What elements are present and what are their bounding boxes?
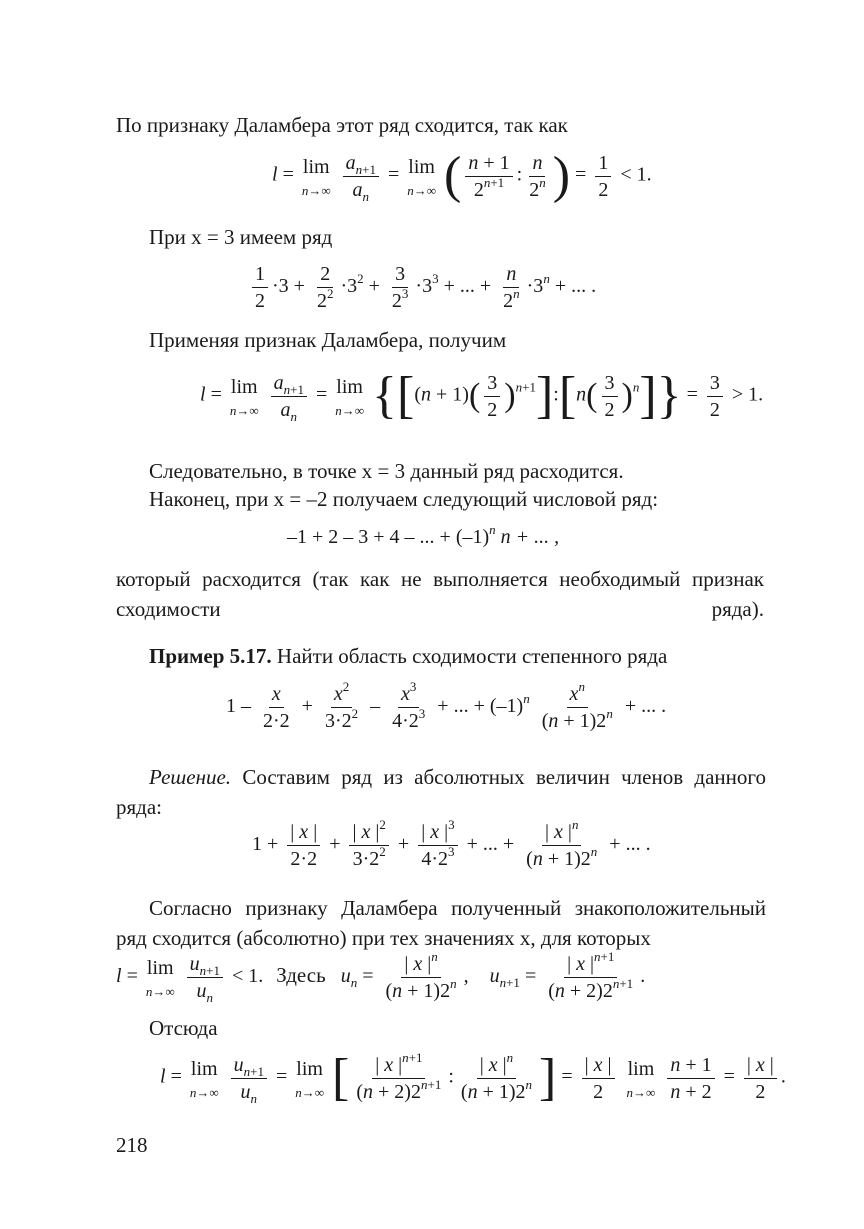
paragraph-condition: который расходится (так как не выполняется необходимый признак сходимости ряда). [116,567,764,621]
zdes-label: Здесь [276,963,326,988]
example-heading [116,641,766,671]
formula-alternating: –1 + 2 – 3 + 4 – ... + $(-1)^n$ n + ... , [287,522,560,548]
paragraph-x-minus2: Наконец, при x = –2 получаем следующий числовой ряд: [149,487,659,511]
paragraph-absolute: Согласно признаку Даламбера полученный знакоположительный ряд сходится (абсолютно) при тех значениях x, для которых [116,896,766,950]
paragraph-x3: При x = 3 имеем ряд [149,225,333,249]
formula-limit-1: l = lim n→∞ $\frac{a_{n+1}}{a_n}$ = lim n→∞ ( $\frac{n + 1}{2^{n+1}}$ : $\frac{n}{2^n}$ ) = $\frac{1}{2}$ < 1. [272,147,652,204]
formula-series-x3: $\frac{1}{2}$ ·3 + $\frac{2}{2^2}$ $\cdot 3^2$ + $\frac{3}{2^3}$ $\cdot 3^3$ + ... + $\frac{n}{2^n}$ $\cdot 3^n$ + ... . [248,262,596,313]
paragraph-diverges: Следовательно, в точке x = 3 данный ряд расходится. [149,459,624,483]
paragraph-hence: Отсюда [149,1016,218,1040]
paragraph-dalamber-intro: По признаку Даламбера этот ряд сходится, так как [116,113,568,137]
formula-limit-final: l = lim n→∞ $\frac{u_{n+1}}{u_n}$ = lim n→∞ [ $\frac{| x |^{n+1}}{(n + 2)2^{n+1}}$ : $\frac{| x |^n}{(n + 1)2^n}$ ] = $\frac{| x |}{2}$ lim n→∞ $\frac{n + 1}{n + 2}$ = $\frac{| x |}{2}$ . [160,1049,786,1106]
formula-abs-series: 1 + $\frac{| x |}{2\cdot 2}$ + $\frac{| x |^2}{3\cdot 2^2}$ + $\frac{| x |^3}{4\cdot 2^3}$ + ... + $\frac{| x |^n}{(n + 1)2^n}$ + ... . [252,817,651,870]
paragraph-apply: Применяя признак Даламбера, получим [149,328,507,352]
formula-power-series: 1 – $\frac{x}{2\cdot 2}$ + $\frac{x^2}{3\cdot 2^2}$ – $\frac{x^3}{4\cdot 2^3}$ + ... + $(-1)^n$ $\frac{x^n}{(n + 1)2^n}$ + ... . [226,679,667,732]
solution-label: Решение. [149,765,232,789]
solution-text: Составим ряд из абсолютных величин членов данного ряда: [116,765,766,819]
formula-limit-2: l = lim n→∞ $\frac{a_{n+1}}{a_n}$ = lim n→∞ {[(n + 1)( $\frac{3}{2}$ )$^{n+1}$]:[n( $\frac{3}{2}$ )$^n$]} = $\frac{3}{2}$ > 1. [200,367,764,424]
paragraph-solution [116,762,766,822]
formula-limit-u: l = lim n→∞ $\frac{u_{n+1}}{u_n}$ < 1. Здесь $u_n$ = $\frac{| x |^n}{(n + 1)2^n}$ , $u_{n+1}$ = $\frac{| x |^{n+1}}{(n + 2)2^{n+1}}$ . [116,949,646,1005]
example-label: Пример 5.17. [149,644,272,668]
example-text: Найти область сходимости степенного ряда [271,644,668,668]
page-number: 218 [116,1133,148,1157]
